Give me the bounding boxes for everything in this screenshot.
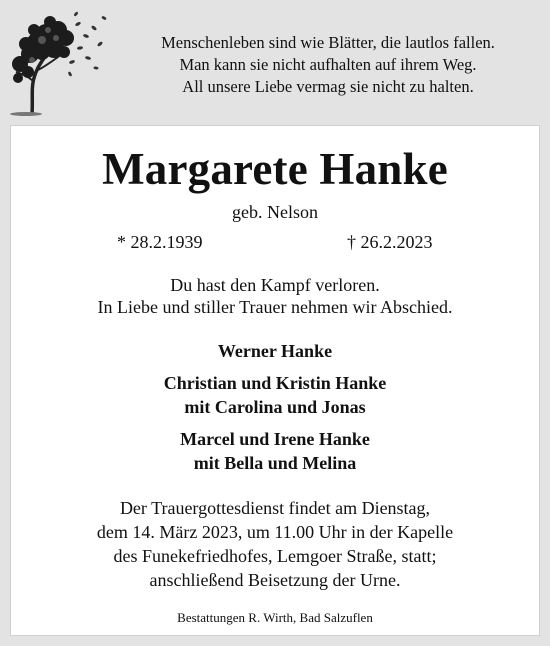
undertaker-credit: Bestattungen R. Wirth, Bad Salzuflen bbox=[177, 610, 373, 625]
mourner-line: Werner Hanke bbox=[217, 341, 333, 361]
birth-date: * 28.2.1939 bbox=[117, 232, 203, 252]
farewell-message bbox=[11, 274, 539, 318]
funeral-service-info bbox=[11, 496, 539, 592]
header-band bbox=[0, 0, 550, 120]
service-line: Der Trauergottesdienst findet am Dienstag, bbox=[119, 498, 431, 518]
life-dates bbox=[11, 232, 539, 256]
mourner-group bbox=[11, 371, 539, 419]
birth-name: geb. Nelson bbox=[232, 202, 318, 222]
quote-line: Menschenleben sind wie Blätter, die lautlos fallen. bbox=[161, 33, 495, 52]
mourner-line: mit Bella und Melina bbox=[193, 453, 357, 473]
service-line: dem 14. März 2023, um 11.00 Uhr in der Kapelle bbox=[96, 522, 454, 542]
death-date: † 26.2.2023 bbox=[347, 232, 433, 252]
memorial-quote bbox=[112, 32, 544, 98]
obituary-card bbox=[10, 125, 540, 636]
mourner-line: mit Carolina und Jonas bbox=[184, 397, 366, 417]
message-line: In Liebe und stiller Trauer nehmen wir Abschied. bbox=[97, 297, 453, 317]
mourners-list bbox=[11, 339, 539, 483]
mourner-group bbox=[11, 427, 539, 475]
message-line: Du hast den Kampf verloren. bbox=[170, 275, 380, 295]
deceased-name: Margarete Hanke bbox=[102, 144, 448, 194]
service-line: anschließend Beisetzung der Urne. bbox=[149, 570, 401, 590]
service-line: des Funekefriedhofes, Lemgoer Straße, statt; bbox=[113, 546, 437, 566]
mourner-line: Marcel und Irene Hanke bbox=[180, 429, 370, 449]
mourner-group bbox=[11, 339, 539, 363]
quote-line: All unsere Liebe vermag sie nicht zu halten. bbox=[182, 77, 474, 96]
quote-line: Man kann sie nicht aufhalten auf ihrem Weg. bbox=[179, 55, 477, 74]
mourner-line: Christian und Kristin Hanke bbox=[163, 373, 387, 393]
windblown-tree-icon bbox=[6, 8, 110, 116]
